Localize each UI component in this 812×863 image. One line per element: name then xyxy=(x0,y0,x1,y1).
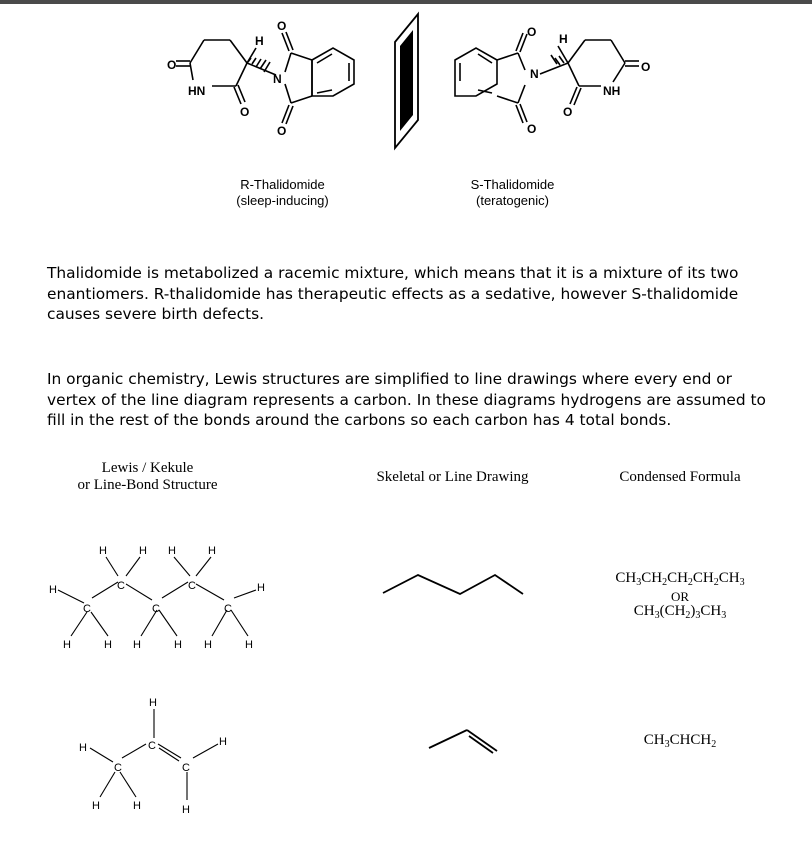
pentane-h: H xyxy=(139,545,147,557)
r-glutarimide-ring xyxy=(176,40,247,104)
header-condensed: Condensed Formula xyxy=(619,469,741,485)
propene-c3: C xyxy=(182,762,190,774)
s-thalidomide-caption xyxy=(430,177,595,209)
propene-h: H xyxy=(79,742,87,754)
pentane-condensed xyxy=(595,570,765,624)
paragraph-racemic: Thalidomide is metabolized a racemic mixture, which means that it is a mixture of its two enantiomers. R-thalidomide has therapeutic effects as a sedative, however S-thalidomide causes severe birth defects. xyxy=(47,264,739,323)
s-nh-label: NH xyxy=(603,84,621,98)
s-hashed-wedge xyxy=(540,46,568,74)
s-imide-o-top: O xyxy=(527,25,537,39)
header-skeletal: Skeletal or Line Drawing xyxy=(376,469,529,485)
pentane-c5: C xyxy=(224,603,232,615)
r-stereo-h: H xyxy=(255,34,264,48)
pentane-condensed-main: $CH_3CH_2CH_2CH_2CH_3$ xyxy=(615,570,745,588)
pentane-condensed-or: OR xyxy=(670,589,690,604)
propene-h: H xyxy=(149,697,157,709)
r-imide-o-bottom: O xyxy=(277,124,287,138)
s-thalidomide-note: (teratogenic) xyxy=(476,193,549,208)
paragraph-line-drawings: In organic chemistry, Lewis structures are simplified to line drawings where every end or vertex of the line diagram represents a carbon. In these diagrams hydrogens are assumed to fill in the rest of the bonds around the carbons so each carbon has 4 total bonds. xyxy=(47,370,766,429)
r-hashed-wedge xyxy=(247,48,276,75)
propene-h: H xyxy=(92,800,100,812)
propene-condensed: $CH_3CHCH_2$ xyxy=(643,732,717,750)
s-thalidomide-label: S-Thalidomide xyxy=(470,177,555,192)
pentane-h: H xyxy=(208,545,216,557)
pentane-skeletal xyxy=(380,565,530,605)
s-imide-n: N xyxy=(530,67,539,81)
r-thalidomide-note: (sleep-inducing) xyxy=(236,193,329,208)
pentane-h: H xyxy=(63,639,71,651)
pentane-h: H xyxy=(257,582,265,594)
pentane-h: H xyxy=(174,639,182,651)
s-carbonyl-o-bottom: O xyxy=(563,105,573,119)
r-carbonyl-o-left: O xyxy=(167,58,177,72)
r-phthalimide xyxy=(282,32,354,124)
pentane-h: H xyxy=(49,584,57,596)
pentane-c3: C xyxy=(152,603,160,615)
pentane-h: H xyxy=(104,639,112,651)
r-imide-n: N xyxy=(273,72,282,86)
pentane-h: H xyxy=(204,639,212,651)
pentane-c2: C xyxy=(117,580,125,592)
pentane-h: H xyxy=(245,639,253,651)
propene-h: H xyxy=(182,804,190,816)
propene-h: H xyxy=(219,736,227,748)
pentane-condensed-alt: $CH_3(CH_2)_3CH_3$ xyxy=(633,603,727,621)
propene-skeletal xyxy=(425,725,505,757)
pentane-c1: C xyxy=(83,603,91,615)
pentane-h: H xyxy=(168,545,176,557)
r-thalidomide-label: R-Thalidomide xyxy=(240,177,325,192)
propene-h: H xyxy=(133,800,141,812)
pentane-c4: C xyxy=(188,580,196,592)
s-stereo-h: H xyxy=(559,32,568,46)
r-imide-o-top: O xyxy=(277,19,287,33)
mirror-plane xyxy=(395,14,418,148)
header-lewis-line2: or Line-Bond Structure xyxy=(77,477,218,493)
r-thalidomide-caption xyxy=(200,177,365,209)
s-carbonyl-o-right: O xyxy=(641,60,651,74)
r-carbonyl-o-bottom: O xyxy=(240,105,250,119)
propene-lewis-structure xyxy=(0,690,300,820)
propene-c2: C xyxy=(148,740,156,752)
r-hn-label: HN xyxy=(188,84,206,98)
s-phthalimide xyxy=(455,33,527,123)
pentane-h: H xyxy=(133,639,141,651)
pentane-h: H xyxy=(99,545,107,557)
header-lewis-line1: Lewis / Kekule xyxy=(101,460,194,476)
header-lewis xyxy=(60,460,235,494)
propene-c1: C xyxy=(114,762,122,774)
s-imide-o-bottom: O xyxy=(527,122,537,136)
pentane-lewis-structure xyxy=(0,530,300,660)
thalidomide-structures xyxy=(0,0,812,170)
